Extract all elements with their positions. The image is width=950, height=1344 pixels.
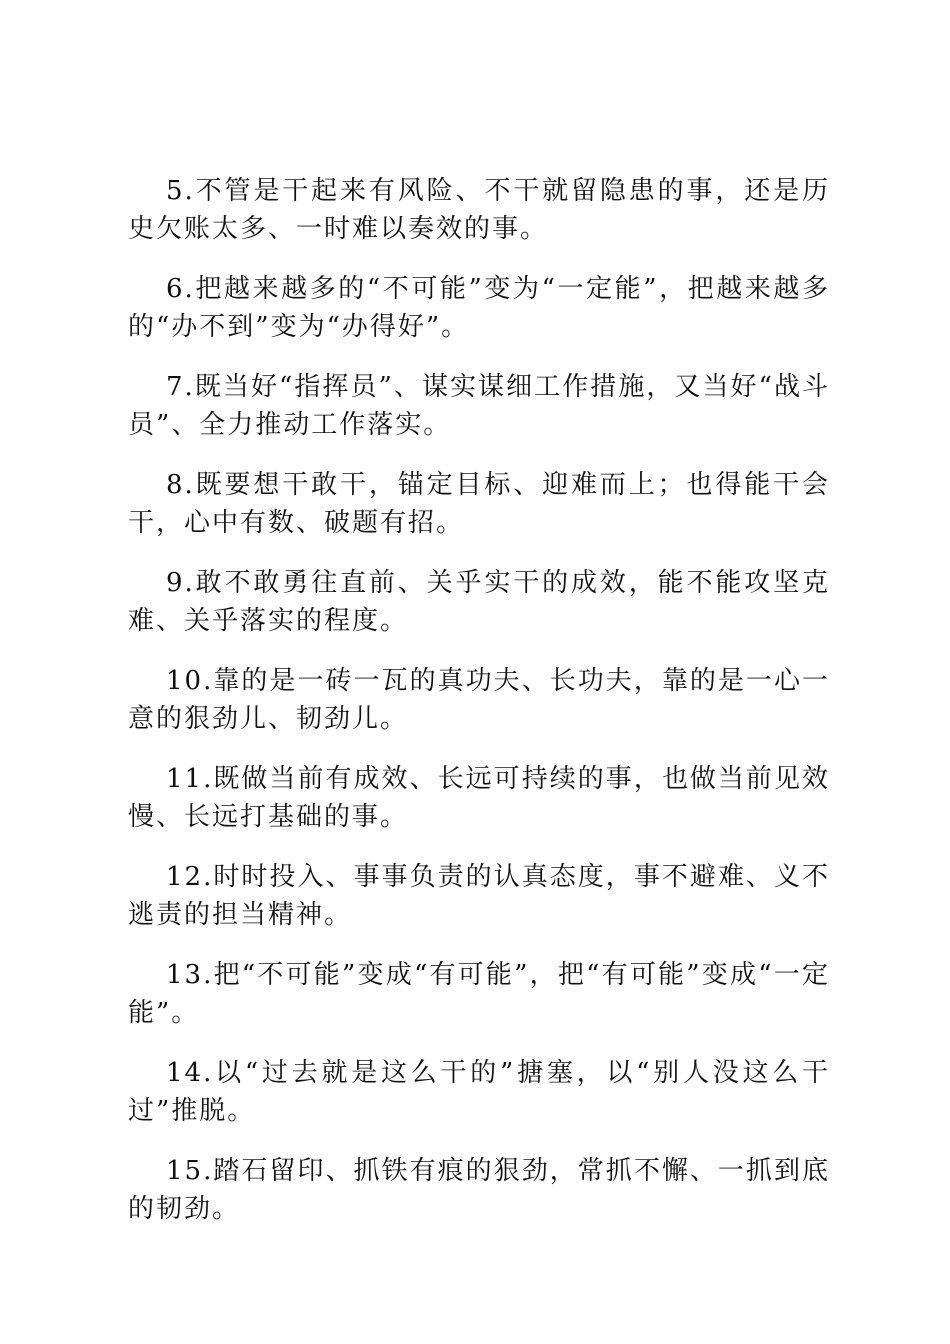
paragraph-8: 8.既要想干敢干，锚定目标、迎难而上；也得能干会干，心中有数、破题有招。: [128, 470, 830, 538]
paragraph-13: 13.把“不可能”变成“有可能”，把“有可能”变成“一定能”。: [128, 960, 830, 1028]
document-body: [128, 172, 830, 1250]
paragraph-5: 5.不管是干起来有风险、不干就留隐患的事，还是历史欠账太多、一时难以奏效的事。: [128, 176, 830, 244]
paragraph-6: 6.把越来越多的“不可能”变为“一定能”，把越来越多的“办不到”变为“办得好”。: [128, 274, 830, 342]
paragraph-10: 10.靠的是一砖一瓦的真功夫、长功夫，靠的是一心一意的狠劲儿、韧劲儿。: [128, 666, 830, 734]
paragraph-9: 9.敢不敢勇往直前、关乎实干的成效，能不能攻坚克难、关乎落实的程度。: [128, 568, 830, 636]
paragraph-15: 15.踏石留印、抓铁有痕的狠劲，常抓不懈、一抓到底的韧劲。: [128, 1156, 830, 1224]
paragraph-14: 14.以“过去就是这么干的”搪塞，以“别人没这么干过”推脱。: [128, 1058, 830, 1126]
paragraph-7: 7.既当好“指挥员”、谋实谋细工作措施，又当好“战斗员”、全力推动工作落实。: [128, 372, 830, 440]
paragraph-12: 12.时时投入、事事负责的认真态度，事不避难、义不逃责的担当精神。: [128, 862, 830, 930]
paragraph-11: 11.既做当前有成效、长远可持续的事，也做当前见效慢、长远打基础的事。: [128, 764, 830, 832]
